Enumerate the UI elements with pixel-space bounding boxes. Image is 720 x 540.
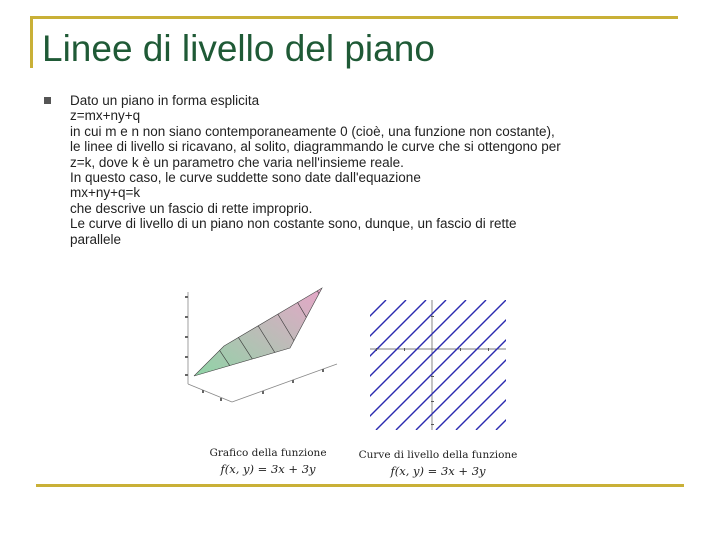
left-figure-formula: f(x, y) = 3x + 3y [220,462,316,476]
left-figure-caption: Grafico della funzione [209,447,327,459]
right-figure-formula: f(x, y) = 3x + 3y [390,464,486,478]
plane-surface [194,288,322,376]
plane-surface-figure [172,284,352,434]
body-line: le linee di livello si ricavano, al solito, diagrammando le curve che si ottengono per [70,139,561,155]
level-lines-figure [366,296,510,434]
frame-top-rule [30,16,678,19]
body-line: z=mx+ny+q [70,108,141,124]
body-line: in cui m e n non siano contemporaneamente 0 (cioè, una funzione non costante), [70,123,555,139]
right-figure-caption: Curve di livello della funzione [358,449,518,461]
slide-body-text [70,93,695,247]
level-line [376,300,506,430]
body-line: In questo caso, le curve suddette sono date dall'equazione [70,170,421,186]
body-line: Dato un piano in forma esplicita [70,93,260,108]
body-line: mx+ny+q=k [70,185,141,201]
body-line: che descrive un fascio di rette improprio. [70,200,313,216]
bullet-square-icon [44,97,51,104]
level-lines-group [366,300,510,430]
slide-title: Linee di livello del piano [42,28,435,69]
level-line [396,300,510,430]
frame-left-rule [30,16,33,68]
level-line [496,300,510,430]
body-line: Le curve di livello di un piano non costante sono, dunque, un fascio di rette [70,216,517,232]
level-line [366,300,406,430]
body-line: parallele [70,231,122,247]
frame-bottom-rule [36,484,684,487]
body-line: z=k, dove k è un parametro che varia nell'insieme reale. [70,154,404,170]
